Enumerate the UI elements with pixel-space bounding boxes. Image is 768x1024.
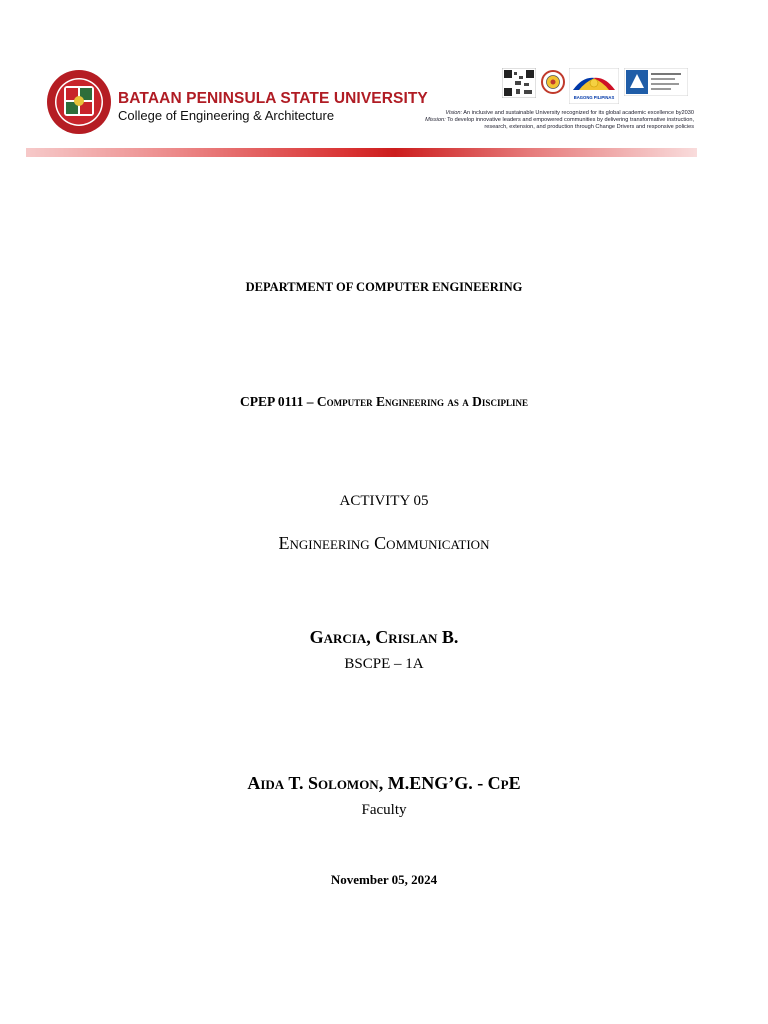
mission-text-line-1: To develop innovative leaders and empowered communities by delivering transformative instruction,	[447, 117, 694, 123]
course-title: CPEP 0111 – Computer Engineering as a Discipline	[240, 394, 528, 409]
header-divider-band	[26, 148, 697, 157]
activity-title: Engineering Communication	[278, 533, 490, 553]
mission-label: Mission:	[425, 117, 446, 123]
university-seal-logo	[46, 66, 112, 142]
iso-certification-logo	[624, 68, 688, 96]
mission-text-line-2: research, extension, and production through Change Drivers and responsive policies	[484, 124, 694, 130]
vision-mission-statement	[425, 110, 694, 131]
faculty-name: Aida T. Solomon, M.ENG’G. - CpE	[247, 773, 521, 793]
university-name: BATAAN PENINSULA STATE UNIVERSITY	[118, 90, 428, 107]
college-name: College of Engineering & Architecture	[118, 108, 335, 123]
letterhead	[0, 0, 768, 165]
vision-text: An inclusive and sustainable University recognized for its global academic excellence by2030	[463, 110, 694, 116]
department-name: DEPARTMENT OF COMPUTER ENGINEERING	[245, 280, 523, 294]
vision-label: Vision:	[445, 110, 463, 116]
activity-number: ACTIVITY 05	[339, 493, 429, 509]
institution-seal-icon	[540, 68, 566, 96]
bagong-pilipinas-text: BAGONG PILIPINAS	[573, 95, 615, 100]
bagong-pilipinas-logo	[569, 68, 619, 104]
faculty-role: Faculty	[361, 802, 407, 818]
submission-date: November 05, 2024	[330, 872, 438, 887]
student-name: Garcia, Crislan B.	[309, 627, 459, 647]
student-section: BSCPE – 1A	[344, 656, 424, 672]
qr-code-icon	[502, 68, 536, 98]
accreditation-logos	[502, 68, 690, 104]
